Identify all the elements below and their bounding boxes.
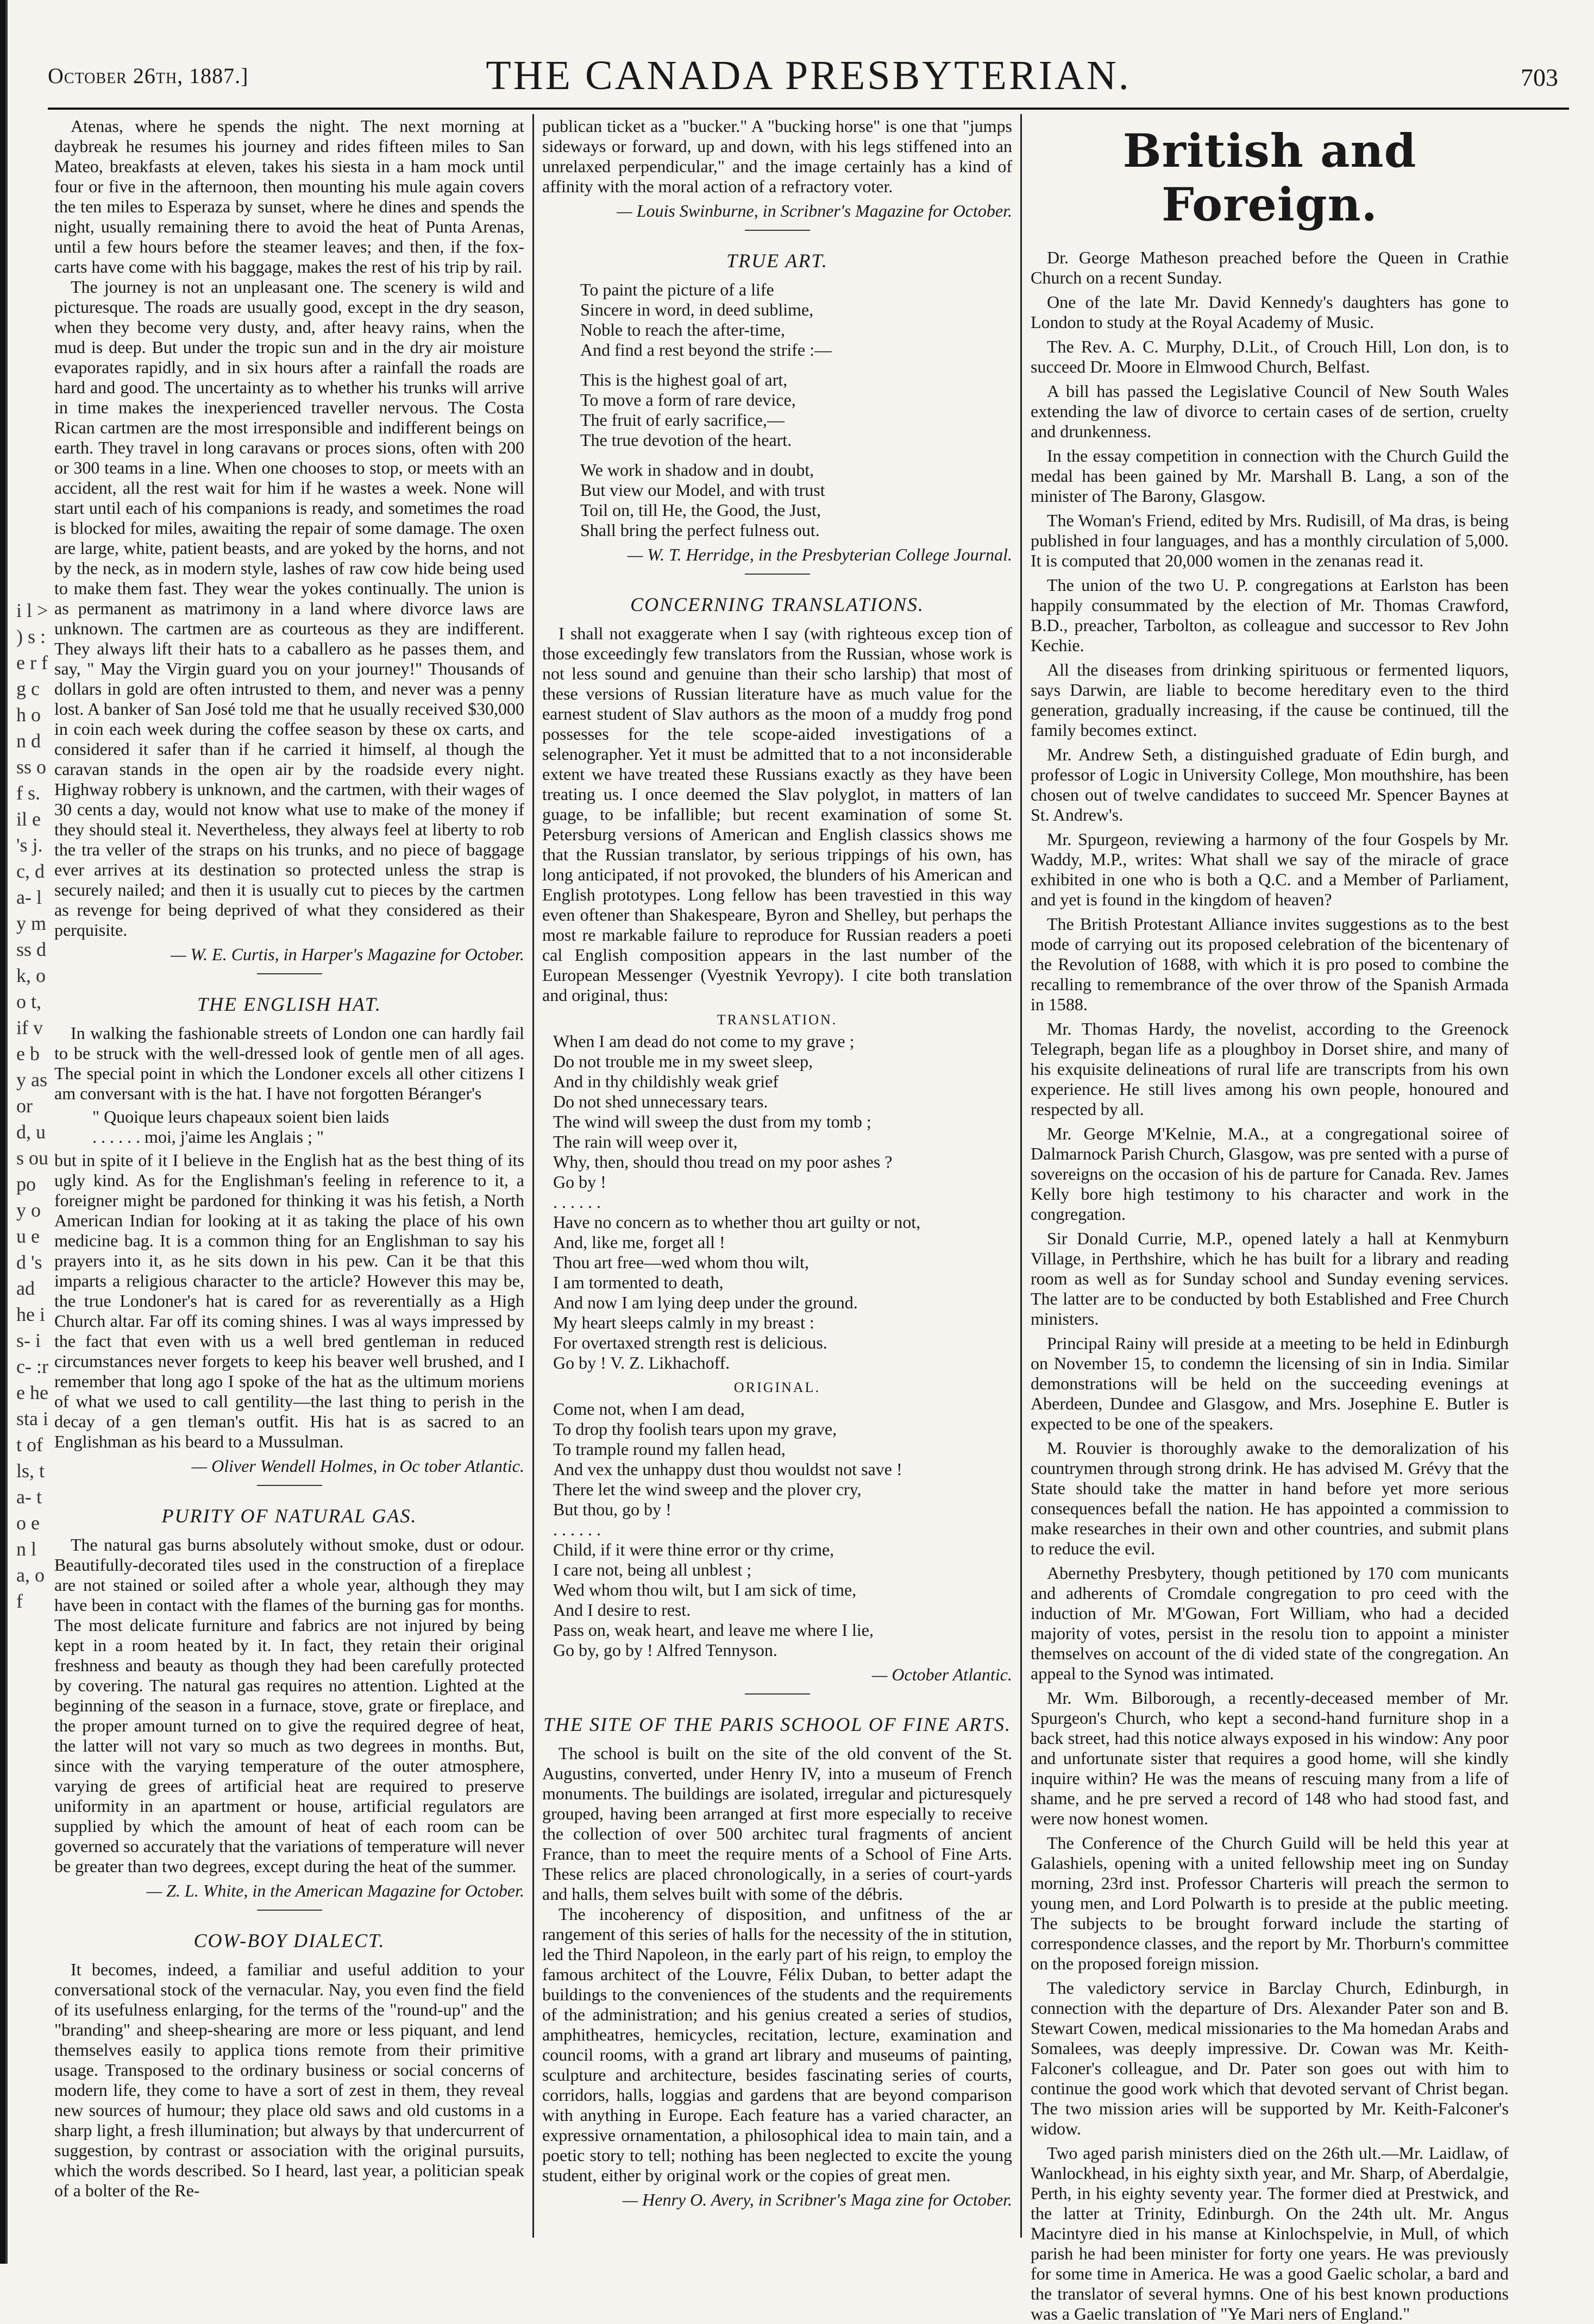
verse-line: Noble to reach the after-time, (580, 320, 785, 339)
verse-line: Do not trouble me in my sweet sleep, (553, 1051, 813, 1071)
news-item: Mr. Wm. Bilborough, a recently-deceased member of Mr. Spurgeon's Church, who kept a second-hand furniture shop in a back street, had this notice always exposed in his window: Any poor and unfortunate sister that requires a good home, will she kindly inquire within? He was the means of rescuing many from a life of shame, and he pre served a record of 148 who had stood fast, and were now honest women. (1031, 1688, 1509, 1828)
verse-line: The rain will weep over it, (553, 1132, 738, 1151)
news-item: Principal Rainy will preside at a meeting to be held in Edinburgh on November 15, to condemn the licensing of sin in India. Similar demonstrations will be held on the succeeding evenings at Aberdeen, Dundee and Glasgow, and Mrs. Josephine E. Butler is expected to be one of the speakers. (1031, 1333, 1509, 1433)
verse-line: But view our Model, and with trust (580, 480, 825, 500)
verse-line: Go by ! V. Z. Likhachoff. (553, 1353, 730, 1372)
british-and-foreign-heading: British and Foreign. (1122, 124, 1417, 231)
paragraph: It becomes, indeed, a familiar and useful addition to your conversational stock of the vernacular. Nay, you even find the field of its usefulness enlarging, for the terms of the "round-up" and the "branding" and sheep-shearing are more or less piquant, and lend themselves easily to applica tions remote from their primitive usage. Transposed to the ordinary business or social concerns of modern life, they come to have a sort of zest in them, they reveal new sources of humour; they place old saws and old customs in a sharp light, a fresh illumination; but always by that undercurrent of suggestion, by contrast or association with the original pursuits, which the words described. So I heard, last year, a politician speak of a bolter of the Re- (54, 1960, 524, 2200)
poem-true-art (580, 280, 1012, 540)
news-item: Mr. Thomas Hardy, the novelist, according to the Greenock Telegraph, began life as a ploughboy in Dorset shire, and many of his exquisite delineations of rural life are transcripts from his own experience. He still lives among his own people, honoured and respected by all. (1031, 1019, 1509, 1119)
paragraph: but in spite of it I believe in the English hat as the best thing of its ugly kind. As for the Englishman's feeling in reference to it, a foreigner might be pardoned for thinking it was his fetish, a North American Indian for looking at it as taking the place of his own medicine bag. It is a common thing for an Englishman to say his prayers into it, as he sits down in his pew. Can it be that this imparts a religious character to the article? However this may be, the true Londoner's hat is cared for as reverentially as a High Church altar. Far off its coming shines. I was al ways impressed by the fact that even with us a well bred gentleman in reduced circumstances never forgets to keep his beaver well brushed, and I remember that long ago I spoke of the hat as the ultimum moriens of what we used to call gentility—the last thing to perish in the decay of a gen tleman's outfit. His hat is as sacred to an Englishman as his beard to a Mussulman. (54, 1150, 524, 1451)
verse-line: My heart sleeps calmly in my breast : (553, 1313, 814, 1332)
paragraph: I shall not exaggerate when I say (with righteous excep tion of those exceedingly few translators from the Russian, whose work is not less sound and genuine than their scho larship) that most of these versions of Russian literature have as much value for the earnest student of Slav authors as the moon of a muddy frog pond possesses for the tele scope-aided investigations of a selenographer. Yet it must be admitted that to a not inconsiderable extent we have treated these Russians exactly as they have been treating us. I once deemed the Slav polyglot, in matters of lan guage, to be infallible; but recent examination of some St. Petersburg versions of American and English classics shows me that the Russian translator, by serious trippings of his own, has long anticipated, if not provoked, the blunders of his American and English prototypes. Long fellow has been travestied in this way even oftener than Shakespeare, Byron and Shelley, but perhaps the most re markable failure to reproduce for Russian readers a poeti cal English composition appears in the last number of the European Messenger (Vyestnik Yevropy). I cite both translation and original, thus: (542, 623, 1012, 1005)
column-rule (532, 114, 534, 2238)
news-item: Sir Donald Currie, M.P., opened lately a hall at Kenmyburn Village, in Perthshire, which he has built for a library and reading room as well as for Sunday school and Sunday evening services. The latter are to be conducted by both Established and Free Church ministers. (1031, 1229, 1509, 1328)
column-3 (1031, 116, 1509, 2323)
verse-line: Wed whom thou wilt, but I am sick of time, (553, 1580, 857, 1599)
original-label: ORIGINAL. (733, 1380, 821, 1395)
attribution: — W. E. Curtis, in Harper's Magazine for October. (170, 944, 524, 964)
news-item: M. Rouvier is thoroughly awake to the demoralization of his countrymen through strong drink. He has advised M. Grévy that the State should take the matter in hand before yet more serious consequences befall the nation. He has appointed a commission to make researches in their own and other countries, and submit plans to reduce the evil. (1031, 1438, 1509, 1558)
section-divider (745, 230, 810, 231)
newspaper-title: THE CANADA PRESBYTERIAN. (486, 53, 1131, 98)
verse-line: Come not, when I am dead, (553, 1399, 745, 1419)
attribution: — Henry O. Avery, in Scribner's Maga zine for October. (622, 2190, 1012, 2209)
section-divider (257, 1910, 322, 1911)
verse-line: Pass on, weak heart, and leave me where I lie, (553, 1620, 874, 1640)
paragraph: Atenas, where he spends the night. The next morning at daybreak he resumes his journey and rides fifteen miles to San Mateo, breakfasts at eleven, takes his siesta in a ham mock until four or five in the afternoon, then mounting his mule again covers the ten miles to Esperaza by sunset, where he dines and spends the night, usually remaining there to avoid the heat of Punta Arenas, until a few hours before the steamer leaves; and then, if the fox-carts have come with his baggage, makes the rest of his trip by rail. (54, 116, 524, 276)
verse-line: And I desire to rest. (553, 1600, 691, 1620)
verse-line: The fruit of early sacrifice,— (580, 410, 785, 430)
verse-line: Go by, go by ! Alfred Tennyson. (553, 1640, 777, 1660)
verse-line: When I am dead do not come to my grave ; (553, 1031, 855, 1051)
verse-line: . . . . . . (553, 1520, 601, 1539)
paragraph: publican ticket as a "bucker." A "bucking horse" is one that "jumps sideways or forward, up and down, with his legs stiffened into an unrelaxed perpendicular," and the image certainly has a kind of affinity with the moral action of a refractory voter. (542, 116, 1012, 196)
verse-line: Toil on, till He, the Good, the Just, (580, 500, 821, 520)
verse-line: I am tormented to death, (553, 1273, 724, 1292)
poem-translation (553, 1031, 1012, 1373)
news-item: Abernethy Presbytery, though petitioned by 170 com municants and adherents of Cromdale congregation to pro ceed with the induction of Mr. M'Gowan, Fort William, who had a decided majority of votes, persist in the resolu tion to appoint a minister themselves on account of the di vided state of the congregation. An appeal to the Synod was intimated. (1031, 1563, 1509, 1683)
verse-line: For overtaxed strength rest is delicious. (553, 1333, 827, 1352)
attribution: — W. T. Herridge, in the Presbyterian College Journal. (627, 545, 1012, 564)
issue-date: October 26th, 1887.] (48, 64, 249, 88)
verse-line: Child, if it were thine error or thy crime, (553, 1540, 834, 1559)
column-rule (1020, 114, 1022, 2238)
news-item: The Conference of the Church Guild will be held this year at Galashiels, opening with a united fellowship meet ing on Sunday morning, 23rd inst. Professor Charteris will preach the sermon to young men, and Lord Polwarth is to preside at the public meeting. The subjects to be brought forward include the starting of correspondence classes, and the report by Mr. Thorburn's committee on the proposed foreign mission. (1031, 1833, 1509, 1973)
paragraph: The natural gas burns absolutely without smoke, dust or odour. Beautifully-decorated tiles used in the construction of a fireplace are not stained or soiled after a whole year, although they may have been in contact with the flames of the burning gas for months. The most delicate furniture and fabrics are not injured by being kept in a room heated by it. In fact, they retain their original freshness and beauty as though they had been carefully protected by covering. The natural gas requires no attention. Lighted at the beginning of the season in a furnace, stove, grate or fireplace, and the proper amount turned on to give the required degree of heat, the latter will not vary so much as two degrees in months. But, since with the varying temperature of the outer atmosphere, varying de grees of artificial heat are required to preserve uniformity in an apartment or house, artificial regulators are supplied by which the amount of heat of each room can be governed so accurately that the variations of temperature will never be greater than two degrees, except during the heat of the summer. (54, 1535, 524, 1876)
attribution: — Z. L. White, in the American Magazine for October. (146, 1881, 524, 1900)
verse-line: Have no concern as to whether thou art guilty or not, (553, 1212, 921, 1232)
quotation (92, 1107, 524, 1147)
verse-line: . . . . . . (553, 1192, 601, 1212)
paragraph: In walking the fashionable streets of London one can hardly fail to be struck with the well-dressed look of gentle men of all ages. The special point in which the Londoner excels all other citizens I am conversant with is the hat. I have not forgotten Béranger's (54, 1023, 524, 1103)
news-item: All the diseases from drinking spirituous or fermented liquors, says Darwin, are liable to become hereditary even to the third generation, gradually increasing, if the cause be continued, till the family becomes extinct. (1031, 660, 1509, 740)
section-title: CONCERNING TRANSLATIONS. (630, 594, 924, 615)
verse-line: To trample round my fallen head, (553, 1439, 786, 1459)
paragraph: The school is built on the site of the old convent of the St. Augustins, converted, under Henry IV, into a museum of French monuments. The buildings are isolated, irregular and picturesquely grouped, having been arranged at first more especially to receive the collection of over 500 architec tural fragments of ancient France, than to meet the require ments of a School of Fine Arts. These relics are placed chronologically, in a series of court-yards and halls, them selves built with some of the débris. (542, 1743, 1012, 1904)
verse-line: Shall bring the perfect fulness out. (580, 520, 820, 540)
verse-line: To drop thy foolish tears upon my grave, (553, 1419, 837, 1439)
news-item: The valedictory service in Barclay Church, Edinburgh, in connection with the departure of Drs. Alexander Pater son and B. Stewart Cowen, medical missionaries to the Ma homedan Arabs and Somalees, was deeply impressive. Dr. Cowan was Mr. Keith-Falconer's colleague, and Dr. Pater son goes out with him to continue the good work which that devoted servant of Christ began. The two mission aries will be supported by Mr. Keith-Falconer's widow. (1031, 1978, 1509, 2138)
masthead (48, 52, 1569, 112)
section-title: TRUE ART. (726, 250, 828, 272)
paragraph: The incoherency of disposition, and unfitness of the ar rangement of this series of halls for the necessity of the in stitution, led the Third Napoleon, in the early part of his reign, to employ the famous architect of the Louvre, Félix Duban, to better adapt the buildings to the conveniences of the students and the requirements of the administration; and his genius created a series of studios, amphitheatres, hemicycles, recitation, lecture, examination and council rooms, with a grand art library and museums of painting, sculpture and architecture, besides fascinating series of courts, corridors, halls, loggias and gardens that are beyond comparison with anything in Europe. Each feature has a varied character, an expressive ornamentation, a philosophical idea to main tain, and a poetic story to tell; nothing has been neglected to excite the young student, either by original work or the copies of great men. (542, 1904, 1012, 2185)
section-divider (745, 574, 810, 575)
section-title: THE ENGLISH HAT. (197, 993, 382, 1015)
news-item: One of the late Mr. David Kennedy's daughters has gone to London to study at the Royal Academy of Music. (1031, 292, 1509, 332)
attribution: — October Atlantic. (871, 1665, 1012, 1684)
paragraph: The journey is not an unpleasant one. The scenery is wild and picturesque. The roads are usually good, except in the dry season, when they become very dusty, and, after heavy rains, when the mud is deep. But under the tropic sun and in the dry air moisture evaporates rapidly, and in six hours after a rainfall the roads are hard and good. The uncertainty as to whether his trunks will arrive in time makes the inexperienced traveller nervous. The Costa Rican cartmen are the most irresponsible and indifferent beings on earth. They travel in long caravans or proces sions, often with 200 or 300 teams in a line. When one chooses to stop, or meets with an accident, all the rest wait for him if he wastes a week. None will start until each of his companions is ready, and sometimes the road is blocked for miles, awaiting the repair of some damage. The oxen are large, white, patient beasts, and are yoked by the horns, and not by the neck, as in modern style, lashes of raw cow hide being used to make them fast. They wear the yokes continually. The union is as permanent as matrimony in a land where divorce laws are unknown. The cartmen are as courteous as they are indifferent. They always lift their hats to a caballero as he passes them, and say, " May the Virgin guard you on your journey!" Thousands of dollars in gold are often intrusted to them, and never was a penny lost. A banker of San José told me that he usually received $30,000 in coin each week during the coffee season by these ox carts, and considered it safer than if he carried it himself, al though the caravan stands in the open air by the roadside every night. Highway robbery is unknown, and the cartmen, with their wages of 30 cents a day, would not know what use to make of the money if they should steal it. Nevertheless, they always feel at liberty to rob the tra veller of the straps on his trunks, and no piece of baggage ever arrives at its destination so protected unless the strap is securely nailed; and then it is usually cut to pieces by the cartmen as revenge for being deprived of what they considered as their perquisite. (54, 277, 524, 940)
news-item: Two aged parish ministers died on the 26th ult.—Mr. Laidlaw, of Wanlockhead, in his eighty sixth year, and Mr. Sharp, of Aberdalgie, Perth, in his eighty seventy year. The former died at Prestwick, and the latter at Trinity, Edinburgh. On the 24th ult. Mr. Angus Macintyre died in his manse at Kinlochspelvie, in Mull, of which parish he had been minister for forty one years. He was previously for some time in America. He was a good Gaelic scholar, a bard and the translator of several hymns. One of his best known productions was a Gaelic translation of "Ye Mari ners of England." (1031, 2143, 1509, 2323)
verse-line: The wind will sweep the dust from my tomb ; (553, 1112, 871, 1131)
section-title: PURITY OF NATURAL GAS. (161, 1505, 417, 1527)
news-item: The union of the two U. P. congregations at Earlston has been happily consummated by the election of Mr. Thomas Crawford, B.D., preacher, Tarbolton, as colleague and successor to Rev John Kechie. (1031, 575, 1509, 655)
verse-line: And vex the unhappy dust thou wouldst not save ! (553, 1459, 902, 1479)
column-2 (542, 116, 1012, 2251)
verse-line: The true devotion of the heart. (580, 430, 792, 450)
news-item: A bill has passed the Legislative Council of New South Wales extending the law of divorce to certain cases of de sertion, cruelty and drunkenness. (1031, 381, 1509, 441)
verse-line: This is the highest goal of art, (580, 370, 788, 389)
section-title: THE SITE OF THE PARIS SCHOOL OF FINE ARTS. (543, 1714, 1012, 1735)
section-divider (257, 1485, 322, 1486)
attribution: — Louis Swinburne, in Scribner's Magazine for October. (617, 201, 1012, 221)
news-item: In the essay competition in connection with the Church Guild the medal has been gained by Mr. Marshall B. Lang, a son of the minister of The Barony, Glasgow. (1031, 446, 1509, 506)
verse-line: To move a form of rare device, (580, 390, 796, 410)
verse-line: " Quoique leurs chapeaux soient bien laids (92, 1107, 390, 1126)
news-item: The British Protestant Alliance invites suggestions as to the best mode of carrying out its proposed celebration of the bicentenary of the Revolution of 1688, with which it is pro posed to combine the recalling to remembrance of the over throw of the Spanish Armada in 1588. (1031, 914, 1509, 1014)
margin-bleed-text: i l > ) s : e r f g c h o n d ss of s. il e 's j. c, d a- ly m ss d k, oo t, if ve by as or d, us ou po y ou ed 's ad he is- ic- :re he sta it of ls, ta- to en la, of (16, 600, 49, 1612)
verse-line: To paint the picture of a life (580, 280, 774, 299)
news-item: Mr. Andrew Seth, a distinguished graduate of Edin burgh, and professor of Logic in University College, Mon mouthshire, has been chosen out of twelve candidates to succeed Mr. Spencer Baynes at St. Andrew's. (1031, 745, 1509, 824)
translation-label: TRANSLATION. (717, 1012, 838, 1028)
section-divider (745, 1693, 810, 1695)
section-divider (257, 973, 322, 974)
news-item: The Woman's Friend, edited by Mrs. Rudisill, of Ma dras, is being published in four languages, and has a monthly circulation of 5,000. It is computed that 20,000 women in the zenanas read it. (1031, 511, 1509, 570)
verse-line: Do not shed unnecessary tears. (553, 1092, 768, 1111)
verse-line: . . . . . . moi, j'aime les Anglais ; " (92, 1127, 324, 1147)
verse-line: And now I am lying deep under the ground. (553, 1293, 858, 1312)
section-title: COW-BOY DIALECT. (193, 1930, 385, 1951)
column-1 (54, 116, 524, 2251)
verse-line: Why, then, should thou tread on my poor ashes ? (553, 1152, 893, 1172)
verse-line: And, like me, forget all ! (553, 1232, 725, 1252)
poem-original (553, 1399, 1012, 1660)
news-item: The Rev. A. C. Murphy, D.Lit., of Crouch Hill, Lon don, is to succeed Dr. Moore in Elmwood Church, Belfast. (1031, 337, 1509, 376)
verse-line: Thou art free—wed whom thou wilt, (553, 1252, 809, 1272)
page-number: 703 (1521, 64, 1558, 91)
verse-line: There let the wind sweep and the plover cry, (553, 1479, 862, 1499)
verse-line: I care not, being all unblest ; (553, 1560, 752, 1579)
verse-line: And find a rest beyond the strife :— (580, 340, 832, 360)
news-item: Dr. George Matheson preached before the Queen in Crathie Church on a recent Sunday. (1031, 248, 1509, 287)
verse-line: And in thy childishly weak grief (553, 1072, 779, 1091)
attribution: — Oliver Wendell Holmes, in Oc tober Atlantic. (191, 1456, 524, 1476)
verse-line: Go by ! (553, 1172, 606, 1192)
verse-line: But thou, go by ! (553, 1500, 672, 1519)
news-item: Mr. Spurgeon, reviewing a harmony of the four Gospels by Mr. Waddy, M.P., writes: What shall we say of the miracle of grace exhibited in one who is both a Q.C. and a Member of Parliament, and yet is found in the kingdom of heaven? (1031, 829, 1509, 909)
verse-line: We work in shadow and in doubt, (580, 460, 814, 480)
binding-edge (0, 0, 14, 2264)
verse-line: Sincere in word, in deed sublime, (580, 300, 814, 319)
masthead-rule (48, 108, 1569, 110)
verse-gap (580, 450, 1012, 460)
verse-gap (580, 360, 1012, 370)
news-item: Mr. George M'Kelnie, M.A., at a congregational soiree of Dalmarnock Parish Church, Glasgow, was pre sented with a purse of sovereigns on the occasion of his de parture for Canada. Rev. James Kelly bore high testimony to his character and work in the congregation. (1031, 1124, 1509, 1224)
